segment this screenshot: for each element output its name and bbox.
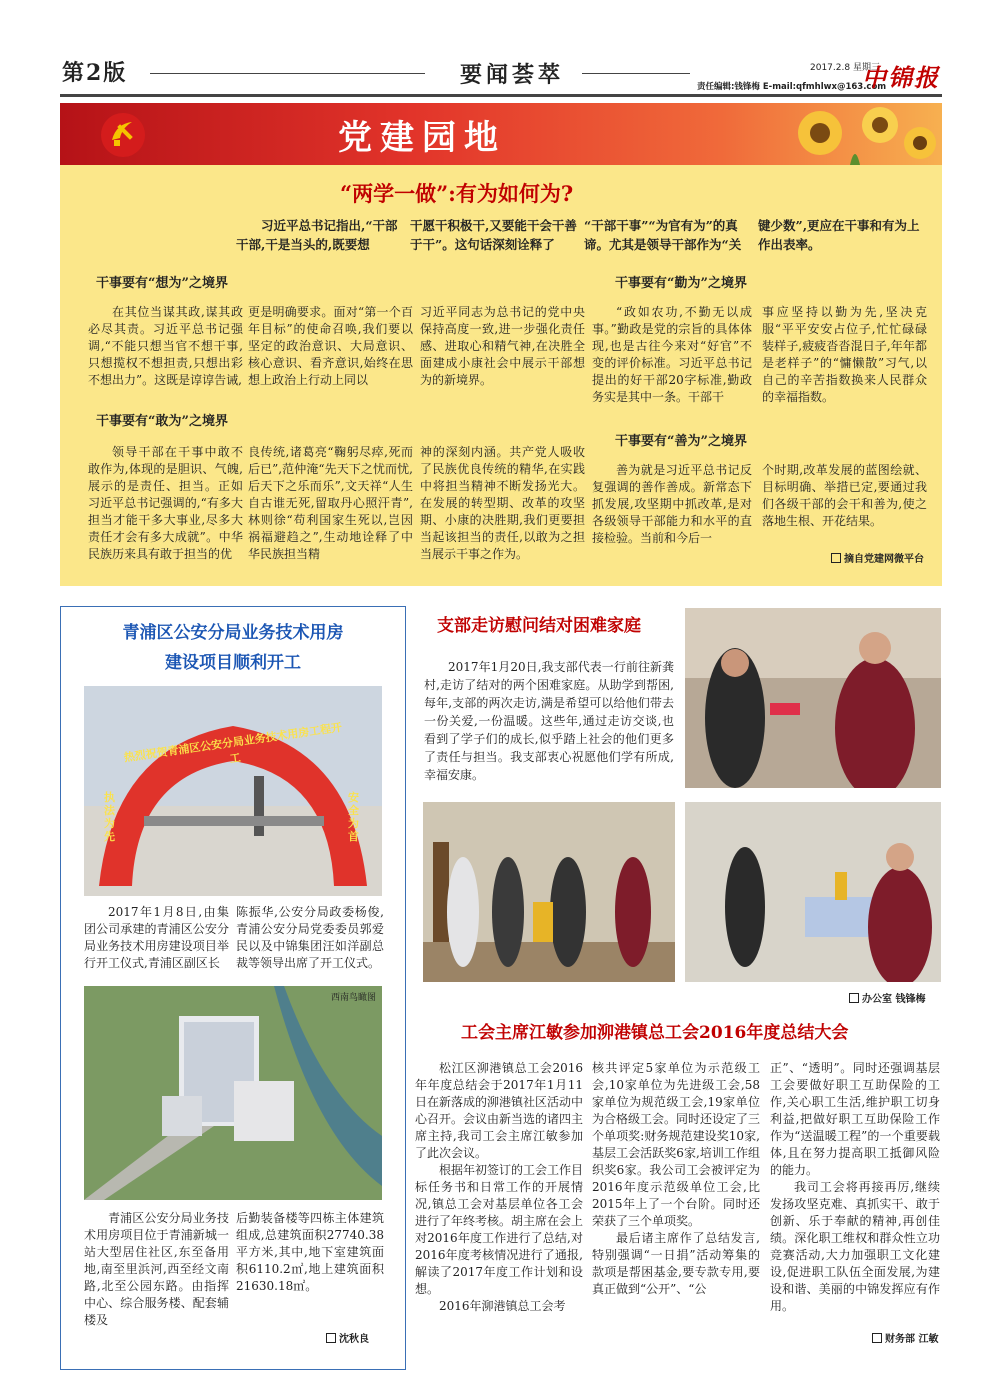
union-column	[770, 1060, 940, 1315]
groundbreaking-photo	[84, 686, 382, 896]
paragraph: 领导干部在干事中敢不敢作为,体现的是胆识、气魄,展示的是责任、担当。正如习近平总书记强调的,“有多大担当才能干多大事业,尽多大责任才会有多大成就”。中华民族历来具有敢于担当的优	[88, 445, 243, 561]
paragraph: 善为就是习近平总书记反复强调的善作善成。新常态下抓发展,攻坚期中抓改革,是对各级领导干部能力和水平的直接检验。当前和今后一	[592, 463, 752, 545]
newspaper-name: 中锦报	[862, 63, 940, 92]
arch-banner-text: 热烈祝贺青浦区公安分局业务技术用房工程开工	[123, 720, 343, 766]
page-version: 第2版	[62, 60, 128, 86]
union-column	[415, 1060, 583, 1315]
paragraph: 2017年1月8日,由集团公司承建的青浦区公安分局业务技术用房建设项目举行开工仪式,青浦区副区长	[84, 905, 229, 970]
article-column	[762, 304, 927, 406]
paragraph: 后勤装备楼等四栋主体建筑组成,总建筑面积27740.38平方米,其中,地下室建筑面积6110.2㎡,地上建筑面积21630.18㎡。	[236, 1211, 384, 1293]
lead-col-4	[758, 216, 928, 254]
paragraph: 更是明确要求。面对“第一个百年目标”的使命召唤,我们要以坚定的政治意识、大局意识、核心意识、看齐意识,始终在思想上政治上行动上同以	[248, 305, 413, 387]
paragraph: 神的深刻内涵。共产党人吸收了民族优良传统的精华,在实践中将担当精神不断发扬光大。在发展的转型期、改革的攻坚期、小康的决胜期,我们更要担当起该担当的责任,以敢为之担当展示干事之作为。	[420, 445, 585, 561]
article-column	[248, 304, 413, 389]
lead-col-2	[410, 216, 582, 254]
police-column	[236, 904, 384, 972]
header-divider-right	[582, 73, 690, 74]
paragraph: 习近平同志为总书记的党中央保持高度一致,进一步强化责任感、进取心和精气神,在决胜全面建成小康社会中展示干部想为的新境界。	[420, 305, 585, 387]
paragraph: 我司工会将再接再厉,继续发扬攻坚克难、真抓实干、敢于创新、乐于奉献的精神,再创佳绩。深化职工维权和群众性立功竞赛活动,大力加强职工文化建设,促进职工队伍全面发展,为建设和谐、美丽的中锦发挥应有作用。	[770, 1180, 940, 1313]
union-column	[592, 1060, 760, 1298]
subhead-xiangwei: 干事要有“想为”之境界	[96, 276, 228, 291]
arch-right-text: 安全为首	[348, 791, 359, 843]
paragraph: 陈振华,公安分局政委杨俊,青浦公安分局党委委员郭爱民以及中锦集团汪如洋副总裁等领导出席了开工仪式。	[236, 905, 384, 970]
paragraph: 事应坚持以勤为先,坚决克服“平平安安占位子,忙忙碌碌装样子,疲疲沓沓混日子,年年都是老样子”的“慵懒散”习气,以自己的辛苦指数换来人民群众的幸福指数。	[762, 305, 927, 404]
police-column	[236, 1210, 384, 1295]
paragraph: 2017年1月20日,我支部代表一行前往新龚村,走访了结对的两个困难家庭。从助学到帮困,每年,支部的两次走访,满是希望可以给他们带去一份关爱,一份温暖。这些年,通过走访交谈,也看到了学子们的成长,似乎踏上社会的他们更多了责任与担当。我支部衷心祝愿他们学有所成,幸福安康。	[424, 660, 674, 782]
paragraph: “政如农功,不勤无以成事。”勤政是党的宗旨的具体体现,也是古往今来对“好官”不变的评价标准。习近平总书记提出的好干部20字标准,勤政务实是其中一条。干部干	[592, 305, 752, 404]
issue-date: 2017.2.8 星期三	[810, 63, 880, 73]
union-title: 工会主席江敏参加泖港镇总工会2016年度总结大会	[461, 1023, 849, 1043]
sunflower-decoration	[760, 103, 942, 165]
party-credit: 摘自党建网微平台	[831, 550, 924, 565]
article-column	[420, 304, 585, 389]
lead-col-3	[584, 216, 756, 254]
visit-title: 支部走访慰问结对困难家庭	[437, 616, 641, 636]
paragraph: 松江区泖港镇总工会2016年年度总结会于2017年1月11日在新落成的泖港镇社区活动中心召开。会议由新当选的诸四主席主持,我司工会主席江敏参加了此次会议。	[415, 1061, 584, 1160]
paragraph: 正”、“透明”。同时还强调基层工会要做好职工互助保险的工作,关心职工生活,维护职工切身利益,把做好职工互助保险工作作为“送温暖工程”的一个重要载体,且在努力提高职工抵御风险的能力。	[770, 1061, 940, 1177]
lead-text: 键少数”,更应在干事和有为上作出表率。	[758, 218, 920, 252]
police-title-1: 青浦区公安分局业务技术用房	[122, 623, 344, 643]
police-title-2: 建设项目顺利开工	[165, 653, 301, 673]
article-column	[762, 462, 927, 530]
article-column	[420, 444, 585, 563]
union-credit: 财务部 江敏	[872, 1330, 938, 1345]
visit-photo-2	[423, 802, 675, 982]
article-column	[592, 304, 752, 406]
paragraph: 个时期,改革发展的蓝图绘就、目标明确、举措已定,要通过我们各级干部的会干和善为,使之落地生根、开花结果。	[762, 463, 927, 528]
paragraph: 良传统,诸葛亮“鞠躬尽瘁,死而后已”,范仲淹“先天下之忧而忧,后天下之乐而乐”,文天祥“人生自古谁无死,留取丹心照汗青”,林则徐“苟利国家生死以,岂因祸福避趋之”,生动地诠释了中华民族担当精	[248, 445, 413, 561]
lead-text: 干愿干积极干,又要能干会干善于干”。这句话深刻诠释了	[410, 218, 577, 252]
arch-left-text: 执法为先	[104, 791, 115, 843]
render-label: 西南鸟瞰图	[330, 993, 376, 1003]
police-column	[84, 1210, 229, 1329]
subhead-ganwei: 干事要有“敢为”之境界	[96, 414, 228, 429]
visit-photo-1	[685, 608, 941, 788]
visit-photo-3	[685, 802, 941, 982]
lead-text: 习近平总书记指出,“干部干部,干是当头的,既要想	[236, 218, 398, 252]
visit-credit: 办公室 钱锋梅	[849, 990, 925, 1005]
editor-info: 责任编辑:钱锋梅 E-mail:qfmhlwx@163.com	[697, 82, 887, 92]
party-emblem-icon	[98, 110, 148, 160]
section-title: 要闻荟萃	[460, 62, 565, 88]
article-column	[592, 462, 752, 547]
visit-body	[424, 658, 674, 784]
article-column	[88, 444, 243, 563]
paragraph: 2016年泖港镇总工会考	[439, 1299, 566, 1313]
lead-col-1	[236, 216, 408, 254]
lead-text: “干部干事”“为官有为”的真谛。尤其是领导干部作为“关	[584, 218, 742, 252]
party-headline: “两学一做”:有为如何为?	[340, 181, 574, 206]
paragraph: 青浦区公安分局业务技术用房项目位于青浦新城一站大型居住社区,东至备用地,南至里浜河,西至经文南路,北至公园东路。由指挥中心、综合服务楼、配套辅楼及	[84, 1211, 229, 1327]
police-credit: 沈秋良	[326, 1330, 369, 1345]
building-render-photo	[84, 986, 382, 1200]
police-column	[84, 904, 229, 972]
subhead-qinwei: 干事要有“勤为”之境界	[615, 276, 747, 291]
article-column	[88, 304, 243, 389]
paragraph: 根据年初签订的工会工作目标任务书和日常工作的开展情况,镇总工会对基层单位各工会进行了年终考核。胡主席在会上对2016年度工作进行了总结,对2016年度考核情况进行了通报,解读了2017年度工作计划和设想。	[415, 1163, 584, 1296]
header-rule	[60, 94, 942, 97]
paragraph: 在其位当谋其政,谋其政必尽其责。习近平总书记强调,“不能只想当官不想干事,只想揽权不想担责,只想出彩不想出力”。这既是谆谆告诫,	[88, 305, 243, 387]
paragraph: 核共评定5家单位为示范级工会,10家单位为先进级工会,58家单位为规范级工会,19家单位为合格级工会。同时还设定了三个单项奖:财务规范建设奖10家,基层工会活跃奖6家,培训工作组织奖6家。我公司工会被评定为2016年度示范级单位工会,比2015年上了一个台阶。同时还荣获了三个单项奖。	[592, 1061, 761, 1228]
header-divider-left	[150, 73, 425, 74]
article-column	[248, 444, 413, 563]
party-banner-title: 党建园地	[338, 118, 506, 158]
subhead-shanwei: 干事要有“善为”之境界	[615, 434, 747, 449]
paragraph: 最后诸主席作了总结发言,特别强调“一日捐”活动筹集的款项是帮困基金,要专款专用,要真正做到“公开”、“公	[592, 1231, 760, 1296]
